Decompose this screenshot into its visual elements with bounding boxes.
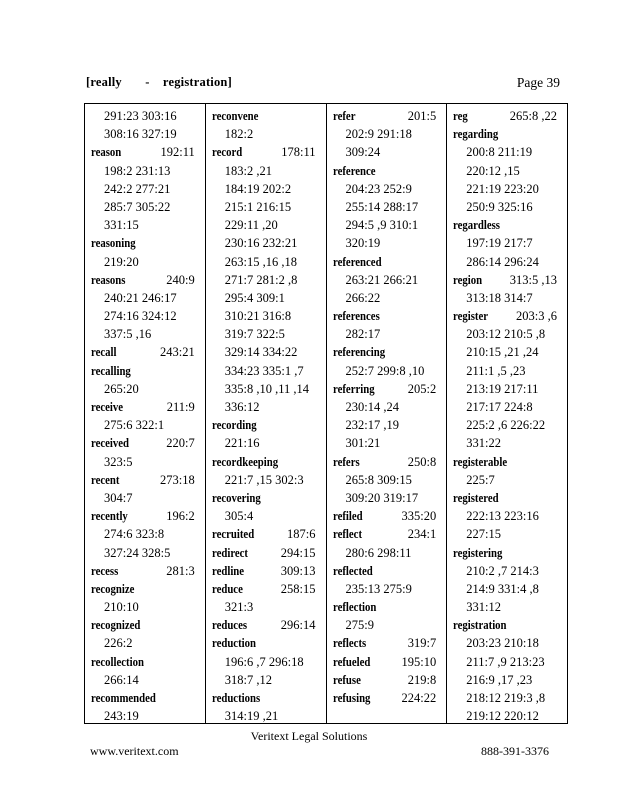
index-reference: 234:1: [407, 527, 437, 542]
index-reference: 294:15: [280, 545, 316, 560]
index-reference: 192:11: [160, 145, 195, 160]
index-reference-line: 217:17 224:8: [466, 400, 533, 414]
index-reference-line: 327:24 328:5: [104, 545, 171, 560]
index-entry: [212, 634, 326, 652]
index-entry: [212, 616, 326, 634]
index-term: referenced: [332, 254, 382, 269]
index-reference-line: 215:1 216:15: [224, 199, 292, 214]
index-term: reconvene: [211, 109, 259, 123]
index-entry: [91, 562, 205, 580]
index-term: regarding: [453, 127, 499, 142]
index-entry: [212, 562, 326, 580]
index-reference-line: 220:12 ,15: [466, 163, 520, 178]
index-column-3: [327, 104, 448, 723]
index-term: recall: [91, 345, 117, 360]
index-entry: [453, 307, 567, 325]
index-term: recordkeeping: [211, 454, 278, 469]
index-reference-line: 321:3: [224, 600, 254, 615]
index-reference-line: 331:22: [466, 436, 501, 451]
index-term: reduces: [211, 618, 247, 633]
index-reference-line: 183:2 ,21: [224, 163, 272, 178]
page-range-header: [86, 75, 232, 90]
index-term: refueled: [332, 654, 370, 669]
index-term: recruited: [211, 527, 254, 542]
index-entry: [91, 471, 205, 489]
index-term: registered: [453, 490, 499, 505]
index-reference: 195:10: [401, 654, 437, 669]
index-reference-line: 230:14 ,24: [345, 400, 399, 414]
index-reference-line: 255:14 288:17: [345, 199, 419, 214]
index-reference: 224:22: [401, 691, 437, 705]
index-reference-line: 213:19 217:11: [466, 381, 539, 396]
index-entry: [212, 416, 326, 434]
index-reference-line: 232:17 ,19: [345, 418, 399, 433]
index-entry: [333, 671, 447, 689]
index-term: reason: [91, 145, 122, 160]
index-reference-line: 295:4 309:1: [224, 290, 285, 305]
index-reference-line: 331:12: [466, 600, 501, 615]
index-reference: 296:14: [280, 618, 316, 633]
index-reference-line: 198:2 231:13: [104, 163, 171, 178]
index-term: recommended: [91, 691, 156, 705]
index-reference-line: 197:19 217:7: [466, 236, 533, 251]
index-entry: [91, 398, 205, 416]
index-reference-line: 282:17: [345, 327, 381, 342]
index-reference-line: 218:12 219:3 ,8: [466, 691, 546, 705]
index-reference-line: 221:19 223:20: [466, 181, 539, 196]
index-reference-line: 309:24: [345, 145, 381, 160]
index-term: recent: [91, 472, 120, 487]
index-entry: [212, 143, 326, 161]
index-entry: [453, 107, 567, 125]
index-term: recess: [91, 563, 119, 578]
index-reference: 211:9: [166, 400, 195, 414]
index-term: redline: [211, 563, 244, 578]
index-reference-line: 335:8 ,10 ,11 ,14: [224, 381, 310, 396]
index-reference-line: 210:2 ,7 214:3: [466, 563, 539, 578]
index-reference-line: 304:7: [104, 490, 133, 505]
index-term: referencing: [332, 345, 385, 360]
index-reference-line: 313:18 314:7: [466, 290, 533, 305]
index-column-4: [447, 104, 567, 723]
index-reference-line: 275:6 322:1: [104, 418, 165, 433]
index-term: recently: [91, 509, 128, 524]
index-reference-line: 204:23 252:9: [345, 181, 412, 196]
index-entry: [453, 125, 567, 143]
index-term: reflect: [332, 527, 362, 542]
index-entry: [453, 216, 567, 234]
index-term: recollection: [91, 654, 144, 669]
index-term: register: [453, 309, 489, 324]
index-reference-line: 210:10: [104, 600, 139, 615]
index-reference-line: 202:9 291:18: [345, 127, 412, 142]
index-term: reflects: [332, 636, 366, 651]
index-reference: 243:21: [160, 345, 195, 360]
index-entry: [91, 507, 205, 525]
index-reference-line: 222:13 223:16: [466, 509, 539, 524]
index-reference-line: 280:6 298:11: [345, 545, 412, 560]
index-reference-line: 211:7 ,9 213:23: [466, 654, 545, 669]
index-entry: [212, 525, 326, 543]
index-term: regardless: [453, 218, 501, 233]
index-reference-line: 314:19 ,21: [224, 709, 279, 723]
index-term: recalling: [91, 363, 131, 378]
index-reference-line: 309:20 319:17: [345, 490, 419, 505]
index-reference: 281:3: [166, 563, 195, 578]
index-term: reflected: [332, 563, 373, 578]
index-reference-line: 250:9 325:16: [466, 199, 533, 214]
index-column-2: [206, 104, 327, 723]
index-entry: [91, 653, 205, 671]
index-reference-line: 225:2 ,6 226:22: [466, 418, 546, 433]
index-reference-line: 214:9 331:4 ,8: [466, 581, 539, 596]
index-term: recording: [211, 418, 257, 433]
index-reference-line: 320:19: [345, 236, 381, 251]
index-reference-line: 240:21 246:17: [104, 290, 177, 305]
index-term: record: [211, 145, 242, 160]
index-reference-line: 329:14 334:22: [224, 345, 298, 360]
index-reference-line: 196:6 ,7 296:18: [224, 654, 304, 669]
index-entry: [212, 489, 326, 507]
index-reference-line: 182:2: [224, 127, 254, 142]
index-column-1: [85, 104, 206, 723]
index-reference-line: 323:5: [104, 454, 133, 469]
footer-website: www.veritext.com: [90, 744, 179, 758]
index-entry: [91, 343, 205, 361]
index-reference-line: 252:7 299:8 ,10: [345, 363, 425, 378]
index-term: reflection: [332, 600, 376, 615]
index-reference-line: 216:9 ,17 ,23: [466, 672, 533, 687]
index-term: reasons: [91, 272, 126, 287]
index-term: refer: [332, 109, 355, 123]
index-entry: [453, 616, 567, 634]
index-entry: [91, 580, 205, 598]
index-term: recovering: [211, 490, 261, 505]
index-entry: [212, 580, 326, 598]
index-entry: [453, 489, 567, 507]
index-entry: [453, 453, 567, 471]
index-entry: [333, 253, 447, 271]
index-reference: 335:20: [401, 509, 437, 524]
index-entry: [212, 107, 326, 125]
index-reference-line: 266:22: [345, 290, 381, 305]
index-reference-line: 263:15 ,16 ,18: [224, 254, 297, 269]
index-entry: [333, 343, 447, 361]
index-reference-line: 203:23 210:18: [466, 636, 539, 651]
index-term: recognize: [91, 581, 135, 596]
index-reference-line: 221:16: [224, 436, 260, 451]
index-reference: 250:8: [407, 454, 437, 469]
index-reference-line: 336:12: [224, 400, 260, 414]
index-reference-line: 274:16 324:12: [104, 309, 177, 324]
range-end: registration]: [162, 75, 232, 89]
index-term: reg: [453, 109, 468, 123]
index-entry: [453, 544, 567, 562]
index-reference-line: 230:16 232:21: [224, 236, 298, 251]
index-term: refiled: [332, 509, 363, 524]
index-reference: 258:15: [280, 581, 316, 596]
index-entry: [333, 507, 447, 525]
index-term: refuse: [332, 672, 361, 687]
index-entry: [333, 307, 447, 325]
index-reference-line: 200:8 211:19: [466, 145, 533, 160]
index-reference-line: 310:21 316:8: [224, 309, 292, 324]
index-reference-line: 301:21: [345, 436, 381, 451]
index-reference-line: 243:19: [104, 709, 139, 723]
index-reference-line: 229:11 ,20: [224, 218, 278, 233]
index-entry: [212, 689, 326, 707]
index-entry: [91, 434, 205, 452]
index-term: reference: [332, 163, 376, 178]
index-term: received: [91, 436, 130, 451]
index-reference: 313:5 ,13: [509, 272, 557, 287]
index-reference-line: 225:7: [466, 472, 495, 487]
index-reference: 219:8: [407, 672, 437, 687]
index-entry: [91, 616, 205, 634]
index-reference: 220:7: [166, 436, 195, 451]
index-reference: 273:18: [160, 472, 195, 487]
index-term: region: [453, 272, 483, 287]
range-start: [really: [86, 75, 122, 89]
index-reference-line: 266:14: [104, 672, 139, 687]
index-term: registering: [453, 545, 503, 560]
index-entry: [91, 143, 205, 161]
index-entry: [333, 162, 447, 180]
index-reference-line: 235:13 275:9: [345, 581, 412, 596]
index-reference-line: 285:7 305:22: [104, 199, 171, 214]
range-separator: -: [145, 75, 150, 89]
index-reference: 205:2: [407, 381, 437, 396]
index-reference-line: 275:9: [345, 618, 374, 633]
index-reference-line: 227:15: [466, 527, 501, 542]
index-term: references: [332, 309, 380, 324]
index-reference: 319:7: [407, 636, 437, 651]
index-reference: 309:13: [280, 563, 316, 578]
index-entry: [333, 562, 447, 580]
index-entry: [212, 544, 326, 562]
index-reference-line: 203:12 210:5 ,8: [466, 327, 546, 342]
index-entry: [333, 689, 447, 707]
index-term: reductions: [211, 691, 260, 705]
index-reference-line: 226:2: [104, 636, 133, 651]
index-reference-line: 242:2 277:21: [104, 181, 171, 196]
index-reference-line: 294:5 ,9 310:1: [345, 218, 419, 233]
index-entry: [333, 380, 447, 398]
index-reference-line: 319:7 322:5: [224, 327, 285, 342]
index-reference-line: 265:20: [104, 381, 139, 396]
index-reference-line: 219:12 220:12: [466, 709, 539, 723]
index-reference-line: 337:5 ,16: [104, 327, 152, 342]
index-entry: [333, 525, 447, 543]
index-term: registerable: [453, 454, 508, 469]
index-reference: 240:9: [166, 272, 195, 287]
index-reference-line: 318:7 ,12: [224, 672, 272, 687]
index-term: refers: [332, 454, 360, 469]
page-number: Page 39: [516, 75, 560, 90]
index-reference-line: 291:23 303:16: [104, 109, 177, 123]
index-reference-line: 184:19 202:2: [224, 181, 292, 196]
index-term: redirect: [211, 545, 248, 560]
index-term: refusing: [332, 691, 370, 705]
index-reference: 187:6: [287, 527, 316, 542]
index-reference-line: 210:15 ,21 ,24: [466, 345, 539, 360]
footer-phone: 888-391-3376: [481, 744, 549, 758]
index-term: registration: [453, 618, 507, 633]
index-term: recognized: [91, 618, 141, 633]
index-entry: [91, 271, 205, 289]
index-reference: 265:8 ,22: [509, 109, 557, 123]
index-reference: 203:3 ,6: [516, 309, 557, 324]
index-entry: [333, 634, 447, 652]
index-reference-line: 221:7 ,15 302:3: [224, 472, 304, 487]
index-entry: [333, 107, 447, 125]
index-entry: [333, 598, 447, 616]
index-entry: [91, 362, 205, 380]
index-entry: [91, 689, 205, 707]
index-entry: [333, 653, 447, 671]
index-term: reduce: [211, 581, 243, 596]
index-reference: 201:5: [407, 109, 437, 123]
index-reference-line: 308:16 327:19: [104, 127, 177, 142]
index-term: reasoning: [91, 236, 136, 251]
index-entry: [333, 453, 447, 471]
index-reference-line: 274:6 323:8: [104, 527, 165, 542]
index-entry: [453, 271, 567, 289]
index-reference-line: 263:21 266:21: [345, 272, 419, 287]
index-term: reduction: [211, 636, 256, 651]
index-reference: 196:2: [166, 509, 195, 524]
index-reference-line: 219:20: [104, 254, 139, 269]
index-reference-line: 331:15: [104, 218, 139, 233]
index-reference-line: 265:8 309:15: [345, 472, 412, 487]
word-index-table: [84, 103, 568, 724]
index-entry: [91, 234, 205, 252]
index-reference-line: 211:1 ,5 ,23: [466, 363, 526, 378]
index-reference-line: 334:23 335:1 ,7: [224, 363, 304, 378]
index-term: referring: [332, 381, 375, 396]
index-entry: [212, 453, 326, 471]
index-reference: 178:11: [281, 145, 316, 160]
footer-company: Veritext Legal Solutions: [250, 729, 368, 743]
index-reference-line: 286:14 296:24: [466, 254, 539, 269]
index-term: receive: [91, 400, 124, 414]
index-reference-line: 305:4: [224, 509, 254, 524]
index-reference-line: 271:7 281:2 ,8: [224, 272, 298, 287]
